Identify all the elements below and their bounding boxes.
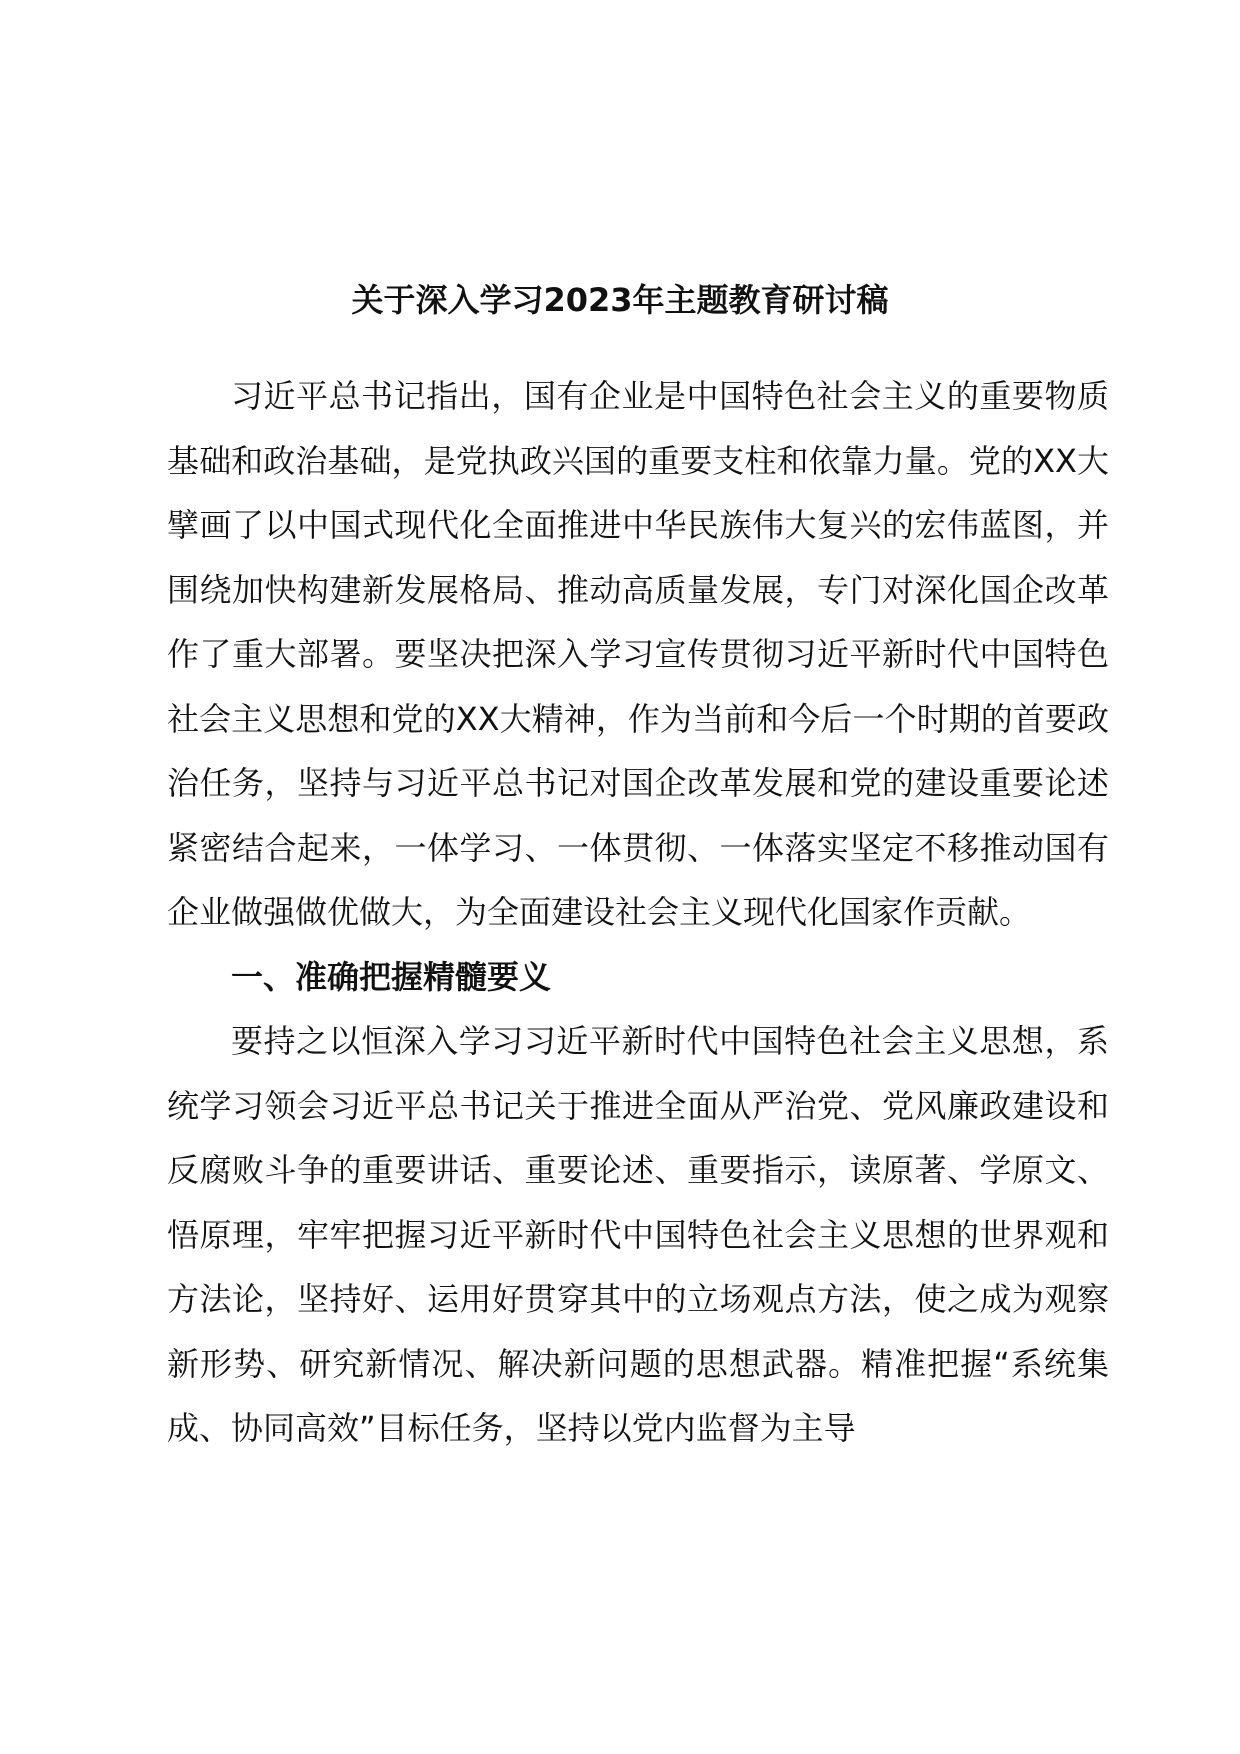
paragraph-section-1: 要持之以恒深入学习习近平新时代中国特色社会主义思想，系统学习领会习近平总书记关于推进全面从严治党、党风廉政建设和反腐败斗争的重要讲话、重要论述、重要指示，读原著、学原文、悟原理，牢牢把握习近平新时代中国特色社会主义思想的世界观和方法论，坚持好、运用好贯穿其中的立场观点方法，使之成为观察新形势、研究新情况、解决新问题的思想武器。精准把握“系统集成、协同高效”目标任务，坚持以党内监督为主导 [167,1022,1109,1447]
document-body [167,364,1109,1461]
paragraph-intro: 习近平总书记指出，国有企业是中国特色社会主义的重要物质基础和政治基础，是党执政兴国的重要支柱和依靠力量。党的XX大擘画了以中国式现代化全面推进中华民族伟大复兴的宏伟蓝图，并围绕加快构建新发展格局、推动高质量发展，专门对深化国企改革作了重大部署。要坚决把深入学习宣传贯彻习近平新时代中国特色社会主义思想和党的XX大精神，作为当前和今后一个时期的首要政治任务，坚持与习近平总书记对国企改革发展和党的建设重要论述紧密结合起来，一体学习、一体贯彻、一体落实坚定不移推动国有企业做强做优做大，为全面建设社会主义现代化国家作贡献。 [167,377,1109,931]
document-title: 关于深入学习2023年主题教育研讨稿 [351,281,889,319]
section-heading-1: 一、准确把握精髓要义 [231,957,552,996]
